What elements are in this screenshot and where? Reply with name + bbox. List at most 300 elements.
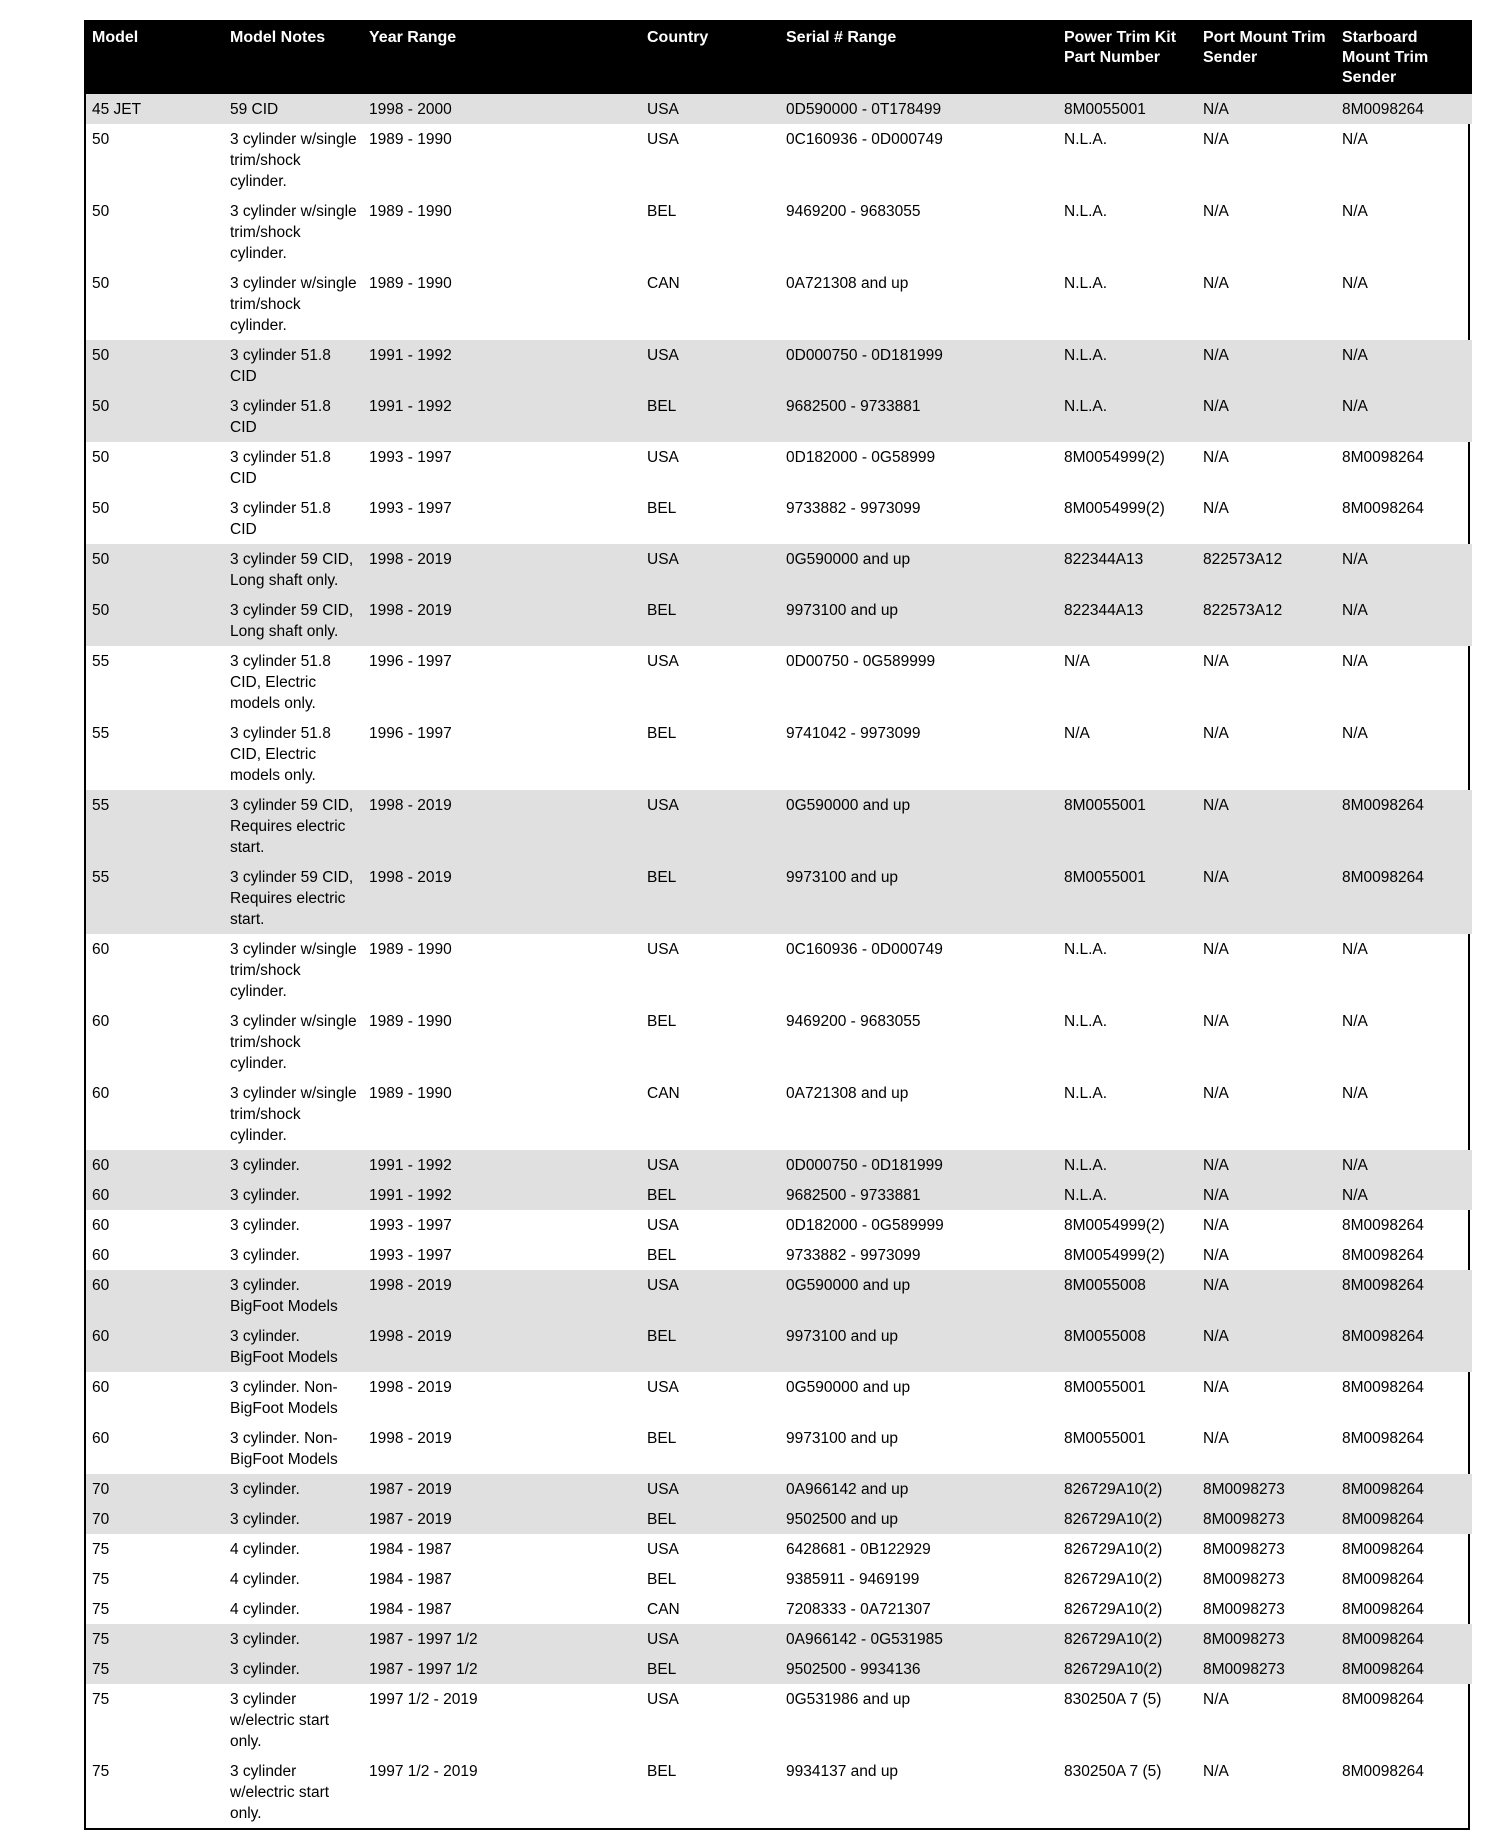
cell-serial-range: 9469200 - 9683055 (786, 203, 921, 220)
cell-country: USA (641, 790, 780, 862)
cell-serial-range: 0A966142 and up (780, 1474, 1058, 1504)
cell-port-mount-sender: N/A (1203, 203, 1229, 220)
table-row (86, 1240, 1472, 1270)
cell-serial-range: 9502500 - 9934136 (780, 1654, 1058, 1684)
header-model-notes: Model Notes (224, 20, 363, 94)
cell-port-mount-sender: 822573A12 (1197, 595, 1336, 646)
cell-port-mount-sender: N/A (1203, 1217, 1229, 1234)
cell-model: 60 (92, 1085, 110, 1102)
table-row (86, 1684, 1472, 1756)
cell-model-notes: 3 cylinder w/electric start only. (230, 1691, 330, 1750)
cell-serial-range: 9973100 and up (786, 1430, 899, 1447)
cell-country: BEL (647, 725, 677, 742)
cell-model: 45 JET (86, 94, 224, 124)
table-row (86, 1534, 1472, 1564)
cell-port-mount-sender: N/A (1203, 1247, 1229, 1264)
cell-country: USA (641, 1624, 780, 1654)
cell-model: 50 (86, 391, 224, 442)
cell-power-trim-kit: N.L.A. (1064, 1013, 1108, 1030)
cell-model-notes: 3 cylinder 51.8 CID (224, 391, 363, 442)
cell-power-trim-kit: 8M0055001 (1058, 790, 1197, 862)
table-row (86, 1078, 1472, 1150)
cell-country: BEL (641, 1504, 780, 1534)
cell-country: BEL (647, 1571, 677, 1588)
cell-year-range: 1998 - 2019 (369, 1430, 452, 1447)
table-row (86, 340, 1472, 391)
cell-year-range: 1998 - 2000 (363, 94, 641, 124)
cell-model-notes: 3 cylinder w/single trim/shock cylinder. (230, 941, 357, 1000)
cell-model: 75 (92, 1541, 110, 1558)
table-row (86, 94, 1472, 124)
table-row (86, 1624, 1472, 1654)
cell-serial-range: 7208333 - 0A721307 (786, 1601, 931, 1618)
cell-power-trim-kit: 8M0055008 (1058, 1321, 1197, 1372)
header-starboard-mount-sender: Starboard Mount Trim Sender (1336, 20, 1472, 94)
cell-year-range: 1997 1/2 - 2019 (369, 1763, 478, 1780)
cell-model-notes: 3 cylinder 51.8 CID (230, 500, 331, 538)
cell-port-mount-sender: 8M0098273 (1197, 1654, 1336, 1684)
cell-country: BEL (647, 1013, 677, 1030)
cell-port-mount-sender: N/A (1203, 1430, 1229, 1447)
cell-model-notes: 3 cylinder w/single trim/shock cylinder. (230, 1013, 357, 1072)
cell-country: BEL (647, 1763, 677, 1780)
trim-parts-table (86, 20, 1472, 1828)
cell-model-notes: 3 cylinder 51.8 CID, Electric models only. (230, 725, 331, 784)
table-row (86, 1150, 1472, 1180)
cell-starboard-mount-sender: N/A (1336, 1150, 1472, 1180)
cell-model-notes: 3 cylinder 51.8 CID (230, 449, 331, 487)
cell-port-mount-sender: 8M0098273 (1197, 1504, 1336, 1534)
cell-model: 60 (86, 1270, 224, 1321)
cell-country: USA (641, 1150, 780, 1180)
cell-model: 55 (86, 862, 224, 934)
table-row (86, 1270, 1472, 1321)
cell-power-trim-kit: 8M0055001 (1058, 862, 1197, 934)
header-port-mount-sender: Port Mount Trim Sender (1197, 20, 1336, 94)
cell-model-notes: 3 cylinder w/electric start only. (230, 1763, 330, 1822)
cell-model-notes: 3 cylinder 59 CID, Requires electric start. (224, 790, 363, 862)
cell-port-mount-sender: N/A (1197, 862, 1336, 934)
table-row (86, 1210, 1472, 1240)
cell-model: 75 (92, 1691, 110, 1708)
cell-starboard-mount-sender: 8M0098264 (1336, 1321, 1472, 1372)
cell-power-trim-kit: N.L.A. (1064, 1085, 1108, 1102)
cell-starboard-mount-sender: N/A (1342, 1085, 1368, 1102)
cell-model-notes: 4 cylinder. (230, 1541, 300, 1558)
cell-serial-range: 0D00750 - 0G589999 (786, 653, 936, 670)
cell-port-mount-sender: N/A (1203, 1013, 1229, 1030)
cell-country: USA (647, 449, 679, 466)
cell-year-range: 1991 - 1992 (363, 1180, 641, 1210)
cell-port-mount-sender: N/A (1203, 725, 1229, 742)
cell-power-trim-kit: 826729A10(2) (1058, 1504, 1197, 1534)
cell-serial-range: 0D000750 - 0D181999 (780, 340, 1058, 391)
cell-country: USA (647, 653, 679, 670)
table-row (86, 1756, 1472, 1828)
cell-model-notes: 4 cylinder. (230, 1601, 300, 1618)
table-row (86, 442, 1472, 493)
cell-power-trim-kit: 826729A10(2) (1064, 1601, 1163, 1618)
cell-year-range: 1987 - 1997 1/2 (363, 1624, 641, 1654)
cell-serial-range: 0G590000 and up (780, 544, 1058, 595)
cell-model: 60 (86, 1150, 224, 1180)
cell-power-trim-kit: N.L.A. (1064, 131, 1108, 148)
cell-power-trim-kit: N.L.A. (1058, 340, 1197, 391)
cell-country: USA (647, 1541, 679, 1558)
cell-port-mount-sender: N/A (1197, 1270, 1336, 1321)
cell-model: 50 (92, 131, 110, 148)
cell-power-trim-kit: 826729A10(2) (1064, 1571, 1163, 1588)
cell-year-range: 1993 - 1997 (369, 500, 452, 517)
cell-country: BEL (647, 500, 677, 517)
cell-power-trim-kit: 826729A10(2) (1058, 1624, 1197, 1654)
cell-year-range: 1998 - 2019 (363, 595, 641, 646)
cell-model: 50 (92, 275, 110, 292)
cell-port-mount-sender: N/A (1203, 275, 1229, 292)
cell-serial-range: 0C160936 - 0D000749 (786, 941, 943, 958)
cell-power-trim-kit: 822344A13 (1058, 595, 1197, 646)
table-row (86, 1594, 1472, 1624)
header-year-range: Year Range (363, 20, 641, 94)
cell-country: CAN (647, 1085, 680, 1102)
cell-power-trim-kit: 830250A 7 (5) (1064, 1691, 1162, 1708)
cell-starboard-mount-sender: 8M0098264 (1336, 1504, 1472, 1534)
cell-country: USA (647, 131, 679, 148)
header-power-trim-kit: Power Trim Kit Part Number (1058, 20, 1197, 94)
cell-model-notes: 4 cylinder. (230, 1571, 300, 1588)
cell-port-mount-sender: N/A (1197, 340, 1336, 391)
cell-power-trim-kit: 830250A 7 (5) (1064, 1763, 1162, 1780)
cell-model: 75 (92, 1571, 110, 1588)
cell-port-mount-sender: 822573A12 (1197, 544, 1336, 595)
cell-model: 70 (86, 1474, 224, 1504)
cell-serial-range: 6428681 - 0B122929 (786, 1541, 931, 1558)
table-row (86, 1504, 1472, 1534)
cell-year-range: 1993 - 1997 (369, 1247, 452, 1264)
cell-year-range: 1987 - 1997 1/2 (363, 1654, 641, 1684)
cell-country: USA (641, 544, 780, 595)
cell-year-range: 1987 - 2019 (363, 1504, 641, 1534)
cell-model: 60 (92, 1247, 110, 1264)
cell-serial-range: 0A721308 and up (786, 275, 909, 292)
table-row (86, 934, 1472, 1006)
cell-serial-range: 9733882 - 9973099 (786, 500, 921, 517)
cell-model-notes: 3 cylinder. (230, 1247, 300, 1264)
cell-serial-range: 0D590000 - 0T178499 (780, 94, 1058, 124)
table-row (86, 1372, 1472, 1423)
cell-year-range: 1998 - 2019 (363, 544, 641, 595)
cell-year-range: 1991 - 1992 (363, 391, 641, 442)
cell-starboard-mount-sender: N/A (1342, 203, 1368, 220)
cell-starboard-mount-sender: 8M0098264 (1336, 1270, 1472, 1321)
cell-port-mount-sender: N/A (1197, 790, 1336, 862)
cell-starboard-mount-sender: N/A (1336, 595, 1472, 646)
cell-serial-range: 0D182000 - 0G589999 (786, 1217, 944, 1234)
cell-country: USA (641, 1270, 780, 1321)
cell-year-range: 1998 - 2019 (363, 790, 641, 862)
cell-year-range: 1993 - 1997 (369, 1217, 452, 1234)
cell-country: USA (647, 1691, 679, 1708)
cell-serial-range: 9973100 and up (780, 1321, 1058, 1372)
table-row (86, 595, 1472, 646)
cell-model-notes: 3 cylinder 59 CID, Long shaft only. (224, 544, 363, 595)
cell-serial-range: 0A721308 and up (786, 1085, 909, 1102)
cell-year-range: 1989 - 1990 (369, 203, 452, 220)
cell-model: 50 (92, 500, 110, 517)
cell-serial-range: 9733882 - 9973099 (786, 1247, 921, 1264)
cell-year-range: 1989 - 1990 (369, 275, 452, 292)
table-row (86, 646, 1472, 718)
cell-year-range: 1998 - 2019 (363, 862, 641, 934)
cell-starboard-mount-sender: N/A (1336, 340, 1472, 391)
cell-country: BEL (641, 1321, 780, 1372)
cell-model: 60 (86, 1180, 224, 1210)
cell-model-notes: 3 cylinder. (224, 1654, 363, 1684)
header-row (86, 20, 1472, 94)
cell-country: BEL (641, 391, 780, 442)
cell-year-range: 1996 - 1997 (369, 653, 452, 670)
cell-country: BEL (647, 203, 677, 220)
cell-year-range: 1997 1/2 - 2019 (369, 1691, 478, 1708)
cell-country: BEL (641, 595, 780, 646)
cell-starboard-mount-sender: 8M0098264 (1336, 1474, 1472, 1504)
cell-serial-range: 9385911 - 9469199 (786, 1571, 920, 1588)
cell-starboard-mount-sender: 8M0098264 (1342, 500, 1424, 517)
cell-port-mount-sender: N/A (1203, 1085, 1229, 1102)
cell-model: 70 (86, 1504, 224, 1534)
cell-model: 50 (86, 544, 224, 595)
cell-port-mount-sender: N/A (1197, 391, 1336, 442)
cell-serial-range: 9934137 and up (786, 1763, 899, 1780)
cell-power-trim-kit: N/A (1064, 653, 1090, 670)
table-row (86, 493, 1472, 544)
cell-model-notes: 3 cylinder. (230, 1217, 300, 1234)
cell-model: 60 (92, 1379, 110, 1396)
cell-serial-range: 0D182000 - 0G58999 (786, 449, 936, 466)
cell-year-range: 1991 - 1992 (363, 340, 641, 391)
cell-model-notes: 3 cylinder. (224, 1624, 363, 1654)
cell-model-notes: 3 cylinder. Non-BigFoot Models (230, 1379, 338, 1417)
cell-year-range: 1989 - 1990 (369, 1085, 452, 1102)
cell-model-notes: 3 cylinder. BigFoot Models (224, 1270, 363, 1321)
cell-power-trim-kit: 8M0054999(2) (1064, 1217, 1165, 1234)
cell-year-range: 1998 - 2019 (369, 1379, 452, 1396)
cell-model-notes: 3 cylinder 51.8 CID (224, 340, 363, 391)
table-row (86, 1423, 1472, 1474)
cell-model: 60 (92, 941, 110, 958)
cell-port-mount-sender: N/A (1203, 941, 1229, 958)
table-row (86, 544, 1472, 595)
cell-power-trim-kit: 8M0054999(2) (1064, 1247, 1165, 1264)
cell-starboard-mount-sender: 8M0098264 (1342, 1571, 1424, 1588)
cell-model: 75 (92, 1763, 110, 1780)
cell-year-range: 1998 - 2019 (363, 1321, 641, 1372)
cell-power-trim-kit: 826729A10(2) (1064, 1541, 1163, 1558)
cell-country: USA (641, 1474, 780, 1504)
cell-serial-range: 0C160936 - 0D000749 (786, 131, 943, 148)
cell-model-notes: 3 cylinder. (224, 1474, 363, 1504)
cell-port-mount-sender: N/A (1197, 94, 1336, 124)
cell-port-mount-sender: N/A (1197, 1321, 1336, 1372)
cell-power-trim-kit: 826729A10(2) (1058, 1474, 1197, 1504)
table-row (86, 790, 1472, 862)
cell-model: 55 (92, 725, 110, 742)
cell-model: 60 (92, 1217, 110, 1234)
cell-power-trim-kit: 822344A13 (1058, 544, 1197, 595)
cell-power-trim-kit: N.L.A. (1064, 275, 1108, 292)
cell-starboard-mount-sender: 8M0098264 (1342, 1763, 1424, 1780)
cell-port-mount-sender: 8M0098273 (1197, 1474, 1336, 1504)
cell-model: 50 (86, 340, 224, 391)
table-row (86, 1564, 1472, 1594)
cell-starboard-mount-sender: N/A (1342, 131, 1368, 148)
cell-port-mount-sender: N/A (1203, 500, 1229, 517)
cell-model-notes: 3 cylinder. Non-BigFoot Models (230, 1430, 338, 1468)
cell-starboard-mount-sender: 8M0098264 (1342, 1541, 1424, 1558)
table-row (86, 1321, 1472, 1372)
cell-serial-range: 9502500 and up (780, 1504, 1058, 1534)
cell-model: 75 (92, 1601, 110, 1618)
cell-port-mount-sender: N/A (1203, 1379, 1229, 1396)
cell-model: 75 (86, 1624, 224, 1654)
cell-starboard-mount-sender: 8M0098264 (1342, 1430, 1424, 1447)
cell-starboard-mount-sender: 8M0098264 (1342, 1379, 1424, 1396)
cell-model: 50 (92, 203, 110, 220)
cell-model: 60 (92, 1430, 110, 1447)
parts-table-container (84, 20, 1470, 1830)
cell-port-mount-sender: N/A (1203, 1691, 1229, 1708)
cell-serial-range: 0G590000 and up (780, 790, 1058, 862)
cell-model: 60 (86, 1321, 224, 1372)
cell-country: BEL (641, 1654, 780, 1684)
cell-starboard-mount-sender: 8M0098264 (1342, 1217, 1424, 1234)
table-row (86, 391, 1472, 442)
cell-model: 60 (92, 1013, 110, 1030)
cell-country: CAN (647, 275, 680, 292)
cell-starboard-mount-sender: N/A (1342, 941, 1368, 958)
cell-serial-range: 0A966142 - 0G531985 (780, 1624, 1058, 1654)
cell-port-mount-sender: 8M0098273 (1197, 1624, 1336, 1654)
cell-starboard-mount-sender: 8M0098264 (1336, 94, 1472, 124)
cell-serial-range: 0G590000 and up (780, 1270, 1058, 1321)
cell-year-range: 1996 - 1997 (369, 725, 452, 742)
cell-port-mount-sender: N/A (1203, 449, 1229, 466)
cell-starboard-mount-sender: N/A (1342, 1013, 1368, 1030)
cell-power-trim-kit: N.L.A. (1058, 1180, 1197, 1210)
cell-serial-range: 9682500 - 9733881 (780, 391, 1058, 442)
cell-starboard-mount-sender: N/A (1336, 544, 1472, 595)
table-row (86, 1006, 1472, 1078)
header-country: Country (641, 20, 780, 94)
table-body (86, 94, 1472, 1828)
cell-model: 50 (86, 595, 224, 646)
cell-port-mount-sender: 8M0098273 (1203, 1571, 1285, 1588)
cell-power-trim-kit: N/A (1064, 725, 1090, 742)
cell-power-trim-kit: 8M0055001 (1058, 94, 1197, 124)
cell-starboard-mount-sender: 8M0098264 (1336, 790, 1472, 862)
cell-port-mount-sender: N/A (1197, 1150, 1336, 1180)
cell-model-notes: 3 cylinder. BigFoot Models (224, 1321, 363, 1372)
table-row (86, 1654, 1472, 1684)
cell-serial-range: 9973100 and up (780, 595, 1058, 646)
cell-country: USA (647, 941, 679, 958)
cell-model-notes: 3 cylinder w/single trim/shock cylinder. (230, 203, 357, 262)
cell-country: BEL (641, 862, 780, 934)
cell-power-trim-kit: N.L.A. (1058, 391, 1197, 442)
cell-model-notes: 3 cylinder w/single trim/shock cylinder. (230, 131, 357, 190)
table-row (86, 268, 1472, 340)
cell-year-range: 1998 - 2019 (363, 1270, 641, 1321)
table-row (86, 718, 1472, 790)
cell-model: 75 (86, 1654, 224, 1684)
cell-country: BEL (647, 1430, 677, 1447)
cell-year-range: 1991 - 1992 (363, 1150, 641, 1180)
cell-power-trim-kit: 8M0054999(2) (1064, 500, 1165, 517)
cell-country: USA (647, 1217, 679, 1234)
cell-serial-range: 9469200 - 9683055 (786, 1013, 921, 1030)
cell-power-trim-kit: N.L.A. (1064, 941, 1108, 958)
cell-year-range: 1987 - 2019 (363, 1474, 641, 1504)
cell-country: CAN (647, 1601, 680, 1618)
cell-port-mount-sender: 8M0098273 (1203, 1601, 1285, 1618)
cell-model-notes: 3 cylinder. (224, 1180, 363, 1210)
cell-model: 55 (86, 790, 224, 862)
cell-starboard-mount-sender: 8M0098264 (1342, 1691, 1424, 1708)
cell-starboard-mount-sender: 8M0098264 (1336, 862, 1472, 934)
cell-starboard-mount-sender: 8M0098264 (1342, 1247, 1424, 1264)
cell-country: USA (641, 94, 780, 124)
cell-starboard-mount-sender: N/A (1336, 1180, 1472, 1210)
cell-year-range: 1989 - 1990 (369, 941, 452, 958)
cell-starboard-mount-sender: N/A (1342, 725, 1368, 742)
cell-starboard-mount-sender: N/A (1342, 275, 1368, 292)
cell-power-trim-kit: 8M0055001 (1064, 1430, 1146, 1447)
cell-model-notes: 3 cylinder. (224, 1504, 363, 1534)
cell-country: USA (647, 1379, 679, 1396)
cell-port-mount-sender: N/A (1197, 1180, 1336, 1210)
cell-starboard-mount-sender: 8M0098264 (1342, 1601, 1424, 1618)
cell-port-mount-sender: N/A (1203, 1763, 1229, 1780)
cell-model: 50 (92, 449, 110, 466)
cell-model-notes: 59 CID (224, 94, 363, 124)
cell-starboard-mount-sender: 8M0098264 (1336, 1624, 1472, 1654)
header-model: Model (86, 20, 224, 94)
cell-serial-range: 9741042 - 9973099 (786, 725, 921, 742)
cell-starboard-mount-sender: 8M0098264 (1336, 1654, 1472, 1684)
cell-power-trim-kit: 8M0055001 (1064, 1379, 1146, 1396)
cell-starboard-mount-sender: N/A (1342, 653, 1368, 670)
cell-model-notes: 3 cylinder 59 CID, Long shaft only. (224, 595, 363, 646)
table-header (86, 20, 1472, 94)
cell-year-range: 1984 - 1987 (369, 1571, 452, 1588)
cell-power-trim-kit: 8M0055008 (1058, 1270, 1197, 1321)
cell-year-range: 1984 - 1987 (369, 1601, 452, 1618)
cell-year-range: 1989 - 1990 (369, 1013, 452, 1030)
table-row (86, 862, 1472, 934)
header-serial-range: Serial # Range (780, 20, 1058, 94)
cell-serial-range: 9973100 and up (780, 862, 1058, 934)
cell-port-mount-sender: N/A (1203, 131, 1229, 148)
cell-serial-range: 9682500 - 9733881 (780, 1180, 1058, 1210)
cell-country: USA (641, 340, 780, 391)
cell-starboard-mount-sender: N/A (1336, 391, 1472, 442)
table-row (86, 1180, 1472, 1210)
cell-country: BEL (647, 1247, 677, 1264)
cell-model-notes: 3 cylinder 51.8 CID, Electric models only. (230, 653, 331, 712)
cell-port-mount-sender: N/A (1203, 653, 1229, 670)
cell-model-notes: 3 cylinder w/single trim/shock cylinder. (230, 275, 357, 334)
cell-serial-range: 0G531986 and up (786, 1691, 911, 1708)
